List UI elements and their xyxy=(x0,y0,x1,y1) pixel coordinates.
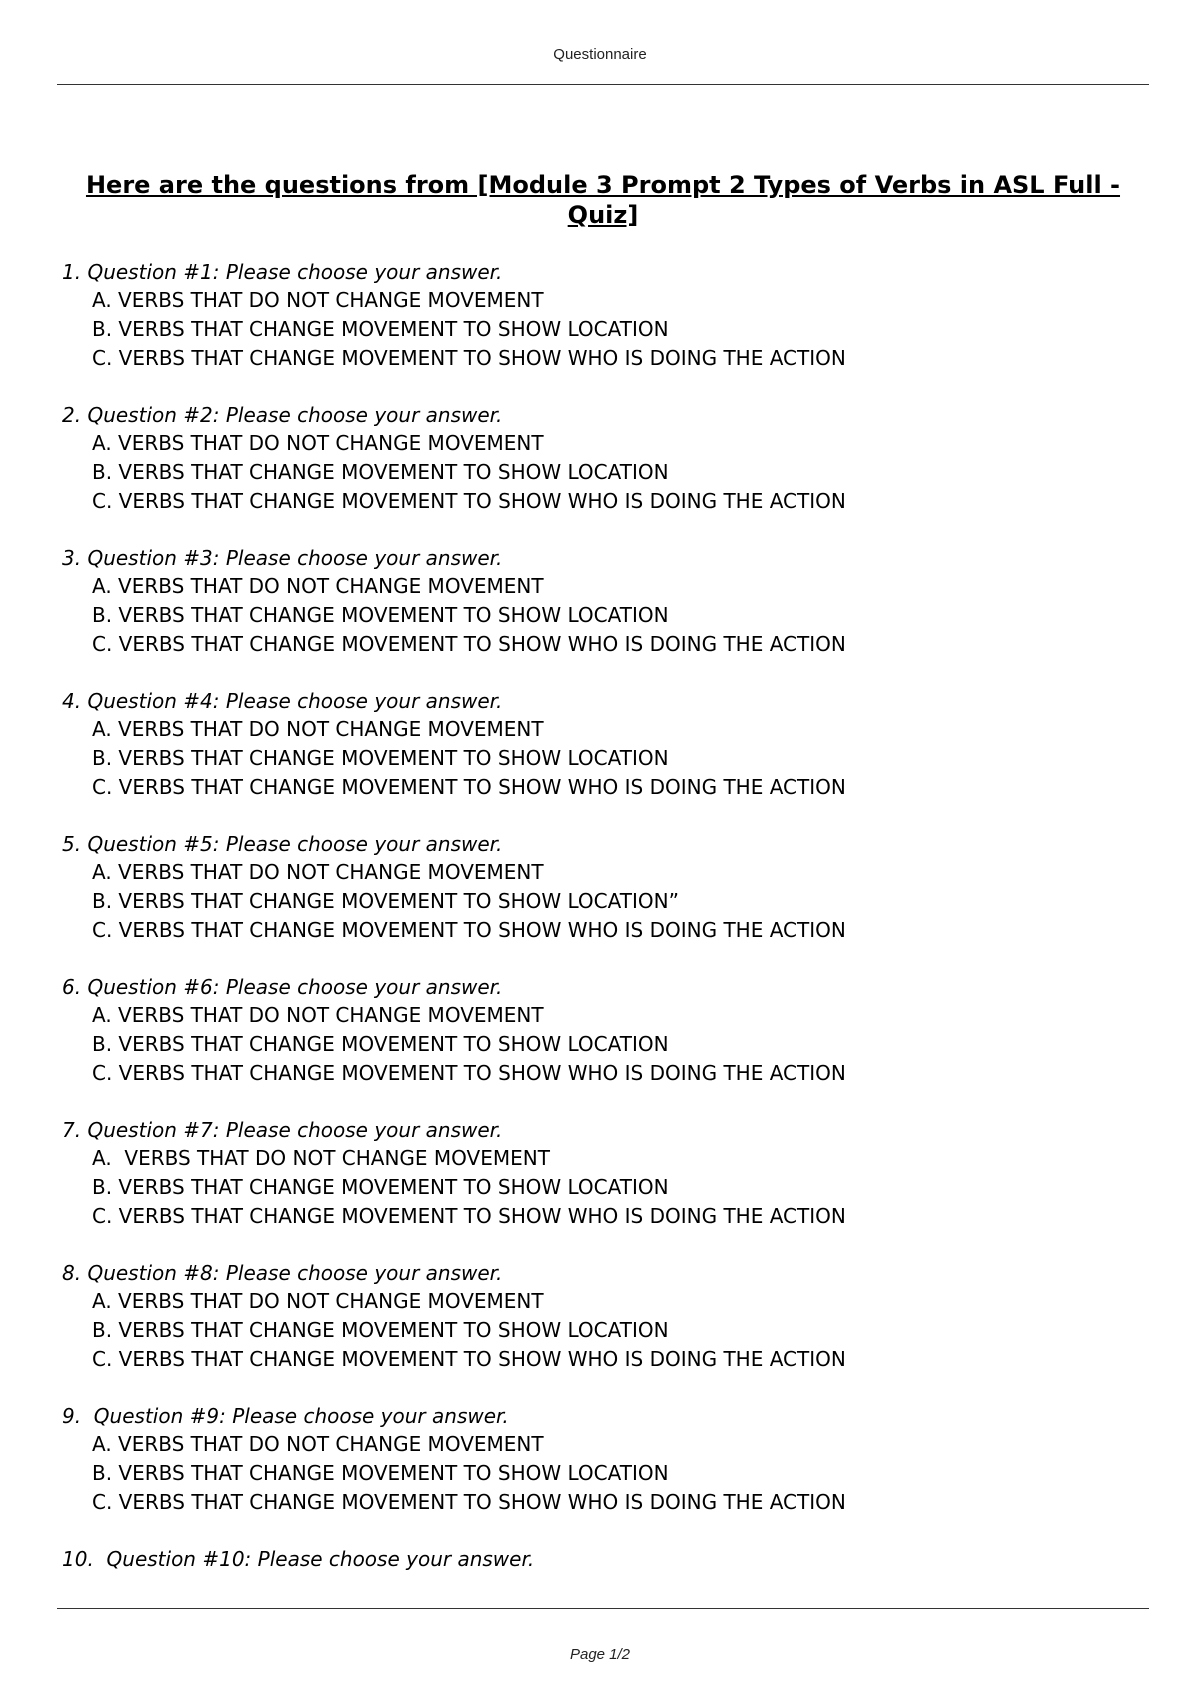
question-item xyxy=(62,1116,1142,1231)
running-header: Questionnaire xyxy=(553,46,647,63)
answer-option: C. VERBS THAT CHANGE MOVEMENT TO SHOW WHO IS DOING THE ACTION xyxy=(92,346,846,370)
answer-option: B. VERBS THAT CHANGE MOVEMENT TO SHOW LOCATION xyxy=(92,1032,669,1056)
answer-option: B. VERBS THAT CHANGE MOVEMENT TO SHOW LOCATION xyxy=(92,746,669,770)
question-item xyxy=(62,258,1142,373)
question-item xyxy=(62,830,1142,945)
question-item xyxy=(62,544,1142,659)
answer-option: C. VERBS THAT CHANGE MOVEMENT TO SHOW WHO IS DOING THE ACTION xyxy=(92,1347,846,1371)
question-number: 9. xyxy=(62,1404,82,1428)
question-text: Question #10: Please choose your answer. xyxy=(100,1547,535,1571)
question-number: 3. xyxy=(62,546,82,570)
answer-option: C. VERBS THAT CHANGE MOVEMENT TO SHOW WHO IS DOING THE ACTION xyxy=(92,632,846,656)
answer-option: A. VERBS THAT DO NOT CHANGE MOVEMENT xyxy=(92,1146,550,1170)
question-number: 10. xyxy=(62,1547,94,1571)
question-text: Question #5: Please choose your answer. xyxy=(87,832,503,856)
question-number: 4. xyxy=(62,689,82,713)
answer-option: A. VERBS THAT DO NOT CHANGE MOVEMENT xyxy=(92,717,544,741)
question-item xyxy=(62,1402,1142,1517)
question-number: 6. xyxy=(62,975,82,999)
answer-option: A. VERBS THAT DO NOT CHANGE MOVEMENT xyxy=(92,1003,544,1027)
question-item xyxy=(62,1259,1142,1374)
question-text: Question #9: Please choose your answer. xyxy=(87,1404,509,1428)
question-prompt xyxy=(62,830,1142,858)
question-item xyxy=(62,1545,1142,1573)
question-number: 5. xyxy=(62,832,82,856)
answer-option: C. VERBS THAT CHANGE MOVEMENT TO SHOW WHO IS DOING THE ACTION xyxy=(92,1204,846,1228)
answer-option: B. VERBS THAT CHANGE MOVEMENT TO SHOW LOCATION xyxy=(92,317,669,341)
answer-option: B. VERBS THAT CHANGE MOVEMENT TO SHOW LOCATION xyxy=(92,1318,669,1342)
question-prompt xyxy=(62,973,1142,1001)
question-number: 1. xyxy=(62,260,82,284)
page-number: Page 1/2 xyxy=(569,1646,631,1663)
answer-option: C. VERBS THAT CHANGE MOVEMENT TO SHOW WHO IS DOING THE ACTION xyxy=(92,1490,846,1514)
answer-option: B. VERBS THAT CHANGE MOVEMENT TO SHOW LOCATION xyxy=(92,603,669,627)
question-prompt xyxy=(62,687,1142,715)
document-title: Here are the questions from [Module 3 Prompt 2 Types of Verbs in ASL Full - Quiz] xyxy=(85,171,1121,229)
answer-option: A. VERBS THAT DO NOT CHANGE MOVEMENT xyxy=(92,288,544,312)
question-text: Question #7: Please choose your answer. xyxy=(87,1118,503,1142)
question-number: 8. xyxy=(62,1261,82,1285)
question-text: Question #3: Please choose your answer. xyxy=(87,546,503,570)
question-number: 7. xyxy=(62,1118,82,1142)
answer-option: A. VERBS THAT DO NOT CHANGE MOVEMENT xyxy=(92,431,544,455)
question-prompt xyxy=(62,1545,1142,1573)
answer-option: C. VERBS THAT CHANGE MOVEMENT TO SHOW WHO IS DOING THE ACTION xyxy=(92,775,846,799)
question-item xyxy=(62,687,1142,802)
answer-option: C. VERBS THAT CHANGE MOVEMENT TO SHOW WHO IS DOING THE ACTION xyxy=(92,489,846,513)
question-prompt xyxy=(62,1259,1142,1287)
question-prompt xyxy=(62,544,1142,572)
answer-option: B. VERBS THAT CHANGE MOVEMENT TO SHOW LOCATION xyxy=(92,1461,669,1485)
header-divider xyxy=(57,84,1149,85)
answer-option: B. VERBS THAT CHANGE MOVEMENT TO SHOW LOCATION xyxy=(92,460,669,484)
question-text: Question #6: Please choose your answer. xyxy=(87,975,503,999)
question-prompt xyxy=(62,1402,1142,1430)
question-text: Question #1: Please choose your answer. xyxy=(87,260,503,284)
answer-option: B. VERBS THAT CHANGE MOVEMENT TO SHOW LOCATION” xyxy=(92,889,679,913)
answer-option: C. VERBS THAT CHANGE MOVEMENT TO SHOW WHO IS DOING THE ACTION xyxy=(92,1061,846,1085)
question-text: Question #4: Please choose your answer. xyxy=(87,689,503,713)
question-item xyxy=(62,401,1142,516)
question-text: Question #8: Please choose your answer. xyxy=(87,1261,503,1285)
question-prompt xyxy=(62,258,1142,286)
footer-divider xyxy=(57,1608,1149,1609)
answer-option: A. VERBS THAT DO NOT CHANGE MOVEMENT xyxy=(92,574,544,598)
answer-option: A. VERBS THAT DO NOT CHANGE MOVEMENT xyxy=(92,1432,544,1456)
question-text: Question #2: Please choose your answer. xyxy=(87,403,503,427)
question-prompt xyxy=(62,1116,1142,1144)
answer-option: A. VERBS THAT DO NOT CHANGE MOVEMENT xyxy=(92,860,544,884)
answer-option: C. VERBS THAT CHANGE MOVEMENT TO SHOW WHO IS DOING THE ACTION xyxy=(92,918,846,942)
question-prompt xyxy=(62,401,1142,429)
question-list xyxy=(62,258,1142,1601)
answer-option: A. VERBS THAT DO NOT CHANGE MOVEMENT xyxy=(92,1289,544,1313)
question-number: 2. xyxy=(62,403,82,427)
question-item xyxy=(62,973,1142,1088)
answer-option: B. VERBS THAT CHANGE MOVEMENT TO SHOW LOCATION xyxy=(92,1175,669,1199)
